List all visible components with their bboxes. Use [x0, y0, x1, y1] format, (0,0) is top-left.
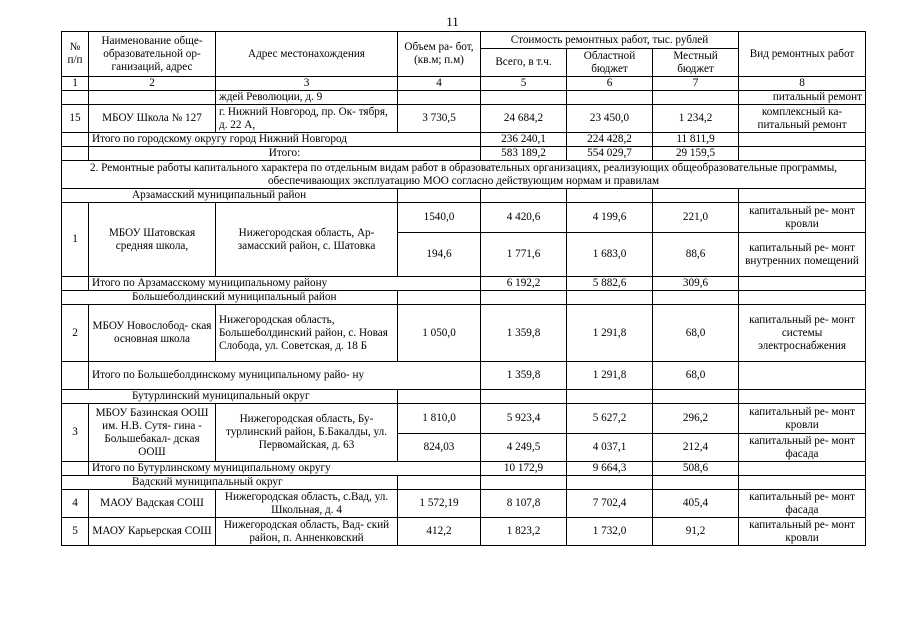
address-cell: Нижегородская область, Бу- турлинский район, Б.Бакалды, ул. Первомайская, д. 63 [216, 404, 398, 462]
type-cell: капитальный ре- монт кровли [739, 518, 866, 546]
header-col-volume: Объем ра- бот, (кв.м; п.м) [398, 32, 481, 77]
table-row [62, 203, 866, 233]
local-cell: 29 159,5 [653, 147, 739, 161]
subtotal-label: Итого по городскому округу город Нижний Новгород [89, 133, 481, 147]
district-row [62, 390, 866, 404]
section-heading-row [62, 161, 866, 189]
table-row [62, 105, 866, 133]
total-cell: 1 359,8 [481, 305, 567, 362]
school-name: МБОУ Школа № 127 [89, 105, 216, 133]
volume-cell: 1 050,0 [398, 305, 481, 362]
regional-cell: 5 882,6 [567, 277, 653, 291]
total-cell: 24 684,2 [481, 105, 567, 133]
volume-cell: 412,2 [398, 518, 481, 546]
total-cell: 4 249,5 [481, 434, 567, 462]
type-cell: капитальный ре- монт кровли [739, 203, 866, 233]
numbering-cell: 8 [739, 77, 866, 91]
type-cell: комплексный ка- питальный ремонт [739, 105, 866, 133]
repair-works-table [61, 31, 866, 546]
total-cell: 236 240,1 [481, 133, 567, 147]
volume-cell: 194,6 [398, 233, 481, 277]
school-name: МАОУ Вадская СОШ [89, 490, 216, 518]
numbering-cell: 7 [653, 77, 739, 91]
regional-cell: 23 450,0 [567, 105, 653, 133]
regional-cell: 224 428,2 [567, 133, 653, 147]
grand-total-label: Итого: [89, 147, 481, 161]
numbering-cell: 6 [567, 77, 653, 91]
local-cell: 91,2 [653, 518, 739, 546]
local-cell: 296,2 [653, 404, 739, 434]
header-col-name: Наименование обще- образовательной ор- ганизаций, адрес [89, 32, 216, 77]
regional-cell: 1 683,0 [567, 233, 653, 277]
regional-cell: 5 627,2 [567, 404, 653, 434]
district-name: Бутурлинский муниципальный округ [62, 390, 398, 404]
local-cell: 68,0 [653, 362, 739, 390]
address-cell: Нижегородская область, Большеболдинский район, с. Новая Слобода, ул. Советская, д. 18 Б [216, 305, 398, 362]
header-col-regional: Областной бюджет [567, 49, 653, 77]
district-name: Большеболдинский муниципальный район [62, 291, 398, 305]
subtotal-label: Итого по Бутурлинскому муниципальному округу [89, 462, 481, 476]
school-name: МБОУ Базинская ООШ им. Н.В. Сутя- гина - Большебакал- дская ООШ [89, 404, 216, 462]
table-row [62, 91, 866, 105]
total-cell: 1 359,8 [481, 362, 567, 390]
district-name: Вадский муниципальный округ [62, 476, 398, 490]
page-number: 11 [446, 14, 459, 29]
total-cell: 5 923,4 [481, 404, 567, 434]
address-cell: ждей Революции, д. 9 [216, 91, 398, 105]
address-cell: Нижегородская область, Вад- ский район, п. Анненковский [216, 518, 398, 546]
type-cell: капитальный ре- монт системы электроснабжения [739, 305, 866, 362]
district-row [62, 476, 866, 490]
section-heading: 2. Ремонтные работы капитального характера по отдельным видам работ в образовательных организациях, реализующих общеобразовательные программы, обеспечивающих эксплуатацию МОО согласно действующим нормам и правилам [62, 161, 866, 189]
header-col-cost-group: Стоимость ремонтных работ, тыс. рублей [481, 32, 739, 49]
total-cell: 1 823,2 [481, 518, 567, 546]
total-cell: 10 172,9 [481, 462, 567, 476]
total-cell: 8 107,8 [481, 490, 567, 518]
regional-cell: 9 664,3 [567, 462, 653, 476]
total-cell: 1 771,6 [481, 233, 567, 277]
subtotal-row [62, 362, 866, 390]
address-cell: г. Нижний Новгород, пр. Ок- тября, д. 22 А, [216, 105, 398, 133]
subtotal-row [62, 133, 866, 147]
regional-cell: 7 702,4 [567, 490, 653, 518]
numbering-cell: 4 [398, 77, 481, 91]
subtotal-row [62, 277, 866, 291]
header-col-local: Местный бюджет [653, 49, 739, 77]
volume-cell: 1 810,0 [398, 404, 481, 434]
header-col-no: № п/п [62, 32, 89, 77]
numbering-cell: 1 [62, 77, 89, 91]
volume-cell: 1540,0 [398, 203, 481, 233]
local-cell: 309,6 [653, 277, 739, 291]
numbering-cell: 5 [481, 77, 567, 91]
regional-cell: 1 291,8 [567, 362, 653, 390]
regional-cell: 4 037,1 [567, 434, 653, 462]
header-col-total: Всего, в т.ч. [481, 49, 567, 77]
table-row [62, 490, 866, 518]
numbering-cell: 2 [89, 77, 216, 91]
district-row [62, 291, 866, 305]
numbering-cell: 3 [216, 77, 398, 91]
row-no: 2 [62, 305, 89, 362]
type-cell: капитальный ре- монт фасада [739, 434, 866, 462]
local-cell: 212,4 [653, 434, 739, 462]
type-cell: капитальный ре- монт кровли [739, 404, 866, 434]
grand-total-row [62, 147, 866, 161]
local-cell: 68,0 [653, 305, 739, 362]
local-cell: 405,4 [653, 490, 739, 518]
row-no: 5 [62, 518, 89, 546]
total-cell: 583 189,2 [481, 147, 567, 161]
district-row [62, 189, 866, 203]
row-no: 1 [62, 203, 89, 277]
type-cell: питальный ремонт [739, 91, 866, 105]
header-col-address: Адрес местонахождения [216, 32, 398, 77]
row-no: 15 [62, 105, 89, 133]
subtotal-label: Итого по Большеболдинскому муниципальному райо- ну [89, 362, 481, 390]
type-cell: капитальный ре- монт фасада [739, 490, 866, 518]
table-row [62, 404, 866, 434]
regional-cell: 1 732,0 [567, 518, 653, 546]
table-row [62, 305, 866, 362]
school-name: МБОУ Шатовская средняя школа, [89, 203, 216, 277]
regional-cell: 4 199,6 [567, 203, 653, 233]
type-cell: капитальный ре- монт внутренних помещений [739, 233, 866, 277]
volume-cell: 824,03 [398, 434, 481, 462]
row-no: 3 [62, 404, 89, 462]
row-no: 4 [62, 490, 89, 518]
total-cell: 6 192,2 [481, 277, 567, 291]
address-cell: Нижегородская область, с.Вад, ул. Школьная, д. 4 [216, 490, 398, 518]
district-name: Арзамасский муниципальный район [62, 189, 398, 203]
header-row [62, 32, 866, 49]
numbering-row [62, 77, 866, 91]
subtotal-label: Итого по Арзамасскому муниципальному району [89, 277, 481, 291]
volume-cell: 1 572,19 [398, 490, 481, 518]
school-name: МБОУ Новослобод- ская основная школа [89, 305, 216, 362]
header-col-type: Вид ремонтных работ [739, 32, 866, 77]
local-cell: 11 811,9 [653, 133, 739, 147]
address-cell: Нижегородская область, Ар- замасский район, с. Шатовка [216, 203, 398, 277]
total-cell: 4 420,6 [481, 203, 567, 233]
regional-cell: 1 291,8 [567, 305, 653, 362]
local-cell: 508,6 [653, 462, 739, 476]
local-cell: 88,6 [653, 233, 739, 277]
subtotal-row [62, 462, 866, 476]
regional-cell: 554 029,7 [567, 147, 653, 161]
school-name: МАОУ Карьерская СОШ [89, 518, 216, 546]
local-cell: 1 234,2 [653, 105, 739, 133]
table-row [62, 518, 866, 546]
volume-cell: 3 730,5 [398, 105, 481, 133]
local-cell: 221,0 [653, 203, 739, 233]
